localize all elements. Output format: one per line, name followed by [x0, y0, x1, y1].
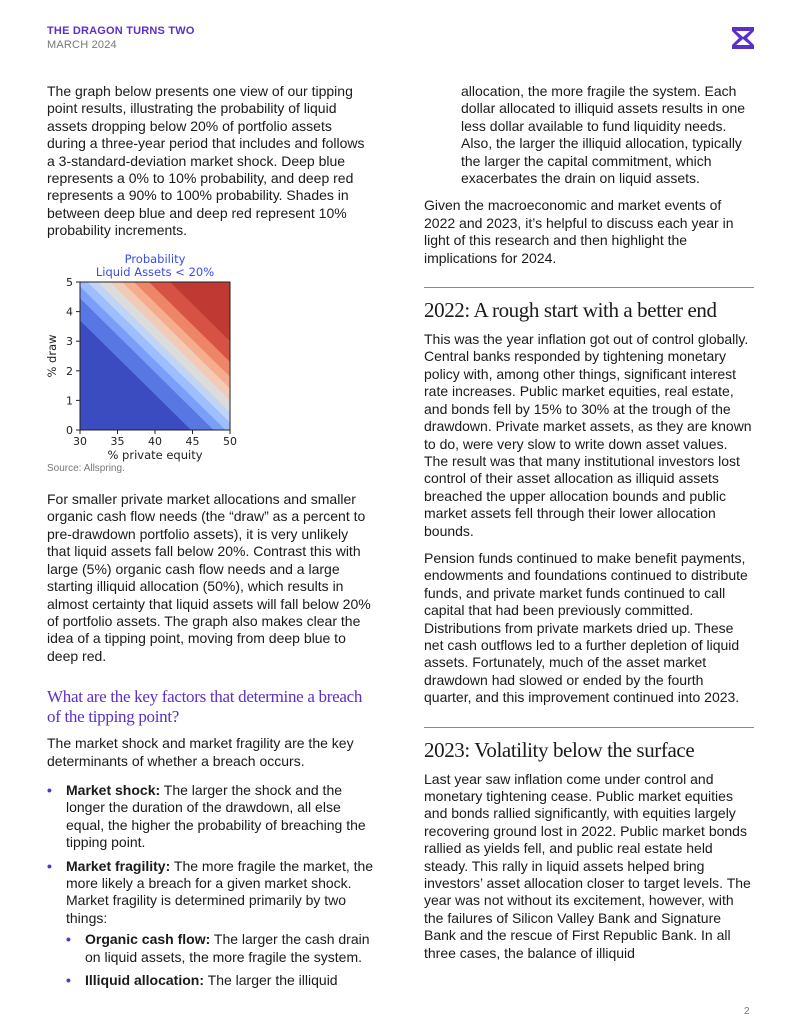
x-tick-label: 30	[73, 434, 87, 448]
y-ticks	[66, 276, 80, 437]
key-factor-list	[47, 782, 374, 989]
list-item	[66, 931, 374, 966]
x-axis-label: % private equity	[107, 447, 203, 462]
y-tick-label: 4	[66, 305, 73, 319]
bullet-text: The larger the cash drain on liquid assets, the more fragile the system.	[85, 931, 370, 965]
bullet-term: Market fragility:	[66, 857, 171, 874]
brand-logo-icon	[732, 27, 754, 49]
probability-heatmap	[47, 250, 247, 460]
section-divider	[424, 727, 754, 728]
bullet-term: Illiquid allocation:	[85, 972, 204, 988]
heatmap-svg	[47, 250, 247, 460]
y-tick-label: 1	[66, 394, 73, 408]
page-number: 2	[744, 1006, 750, 1017]
bullet-text: The larger the shock and the longer the duration of the drawdown, all else equal, the higher the probability of breaching the tipping point.	[66, 781, 366, 851]
bullet-term: Organic cash flow:	[85, 931, 211, 948]
y-tick-label: 2	[66, 364, 73, 378]
y-tick-label: 0	[66, 423, 73, 437]
sub-list	[66, 931, 374, 989]
x-tick-label: 35	[110, 434, 125, 448]
subheading-key-factors: What are the key factors that determine a breach of the tipping point?	[47, 687, 363, 727]
right-column	[424, 83, 754, 972]
report-title: THE DRAGON TURNS TWO	[47, 25, 195, 37]
bullet-term: Market shock:	[66, 781, 161, 798]
chart-title-line-1: Probability	[124, 251, 186, 266]
y-axis-label: % draw	[45, 334, 59, 378]
bullet-icon: •	[47, 781, 52, 798]
heatmap-bands	[80, 282, 230, 430]
chart-title-line-2: Liquid Assets < 20%	[95, 264, 215, 279]
chart-source: Source: Allspring.	[47, 462, 125, 474]
section-title-2023: 2023: Volatility below the surface	[424, 737, 695, 762]
intro-paragraph: The graph below presents one view of our tipping point results, illustrating the probability of liquid assets dropping below 20% of portfolio assets during a three-year period that includes and follows a 3-standard-deviation market shock. Deep blue represents a 0% to 10% probability, and deep red represents a 90% to 100% probability. Shades in between deep blue and deep red represent 10% probability increments.	[47, 83, 365, 239]
section-divider	[424, 287, 754, 288]
x-ticks	[73, 430, 237, 448]
bullet-text: The larger the illiquid	[204, 972, 338, 988]
x-tick-label: 45	[185, 434, 200, 448]
context-paragraph: Given the macroeconomic and market events of 2022 and 2023, it’s helpful to discuss each year in light of this research and then highlight the implications for 2024.	[424, 197, 734, 266]
paragraph-2022-2: Pension funds continued to make benefit payments, endowments and foundations continued to distribute funds, and private market funds continued to call capital that had been previously committed. Distributions from private markets dried up. These net cash outflows led to a further depletion of liquid assets. Fortunately, much of the asset market drawdown had slowed or ended by the fourth quarter, and this improvement continued into 2023.	[424, 549, 748, 706]
list-item	[47, 858, 374, 990]
x-tick-label: 40	[148, 434, 162, 448]
paragraph-2022-1: This was the year inflation got out of control globally. Central banks responded by tightening monetary policy with, among other things, significant interest rate increases. Public market equities, real estate, and bonds fell by 15% to 30% at the trough of the drawdown. Private market assets, as they are known to do, were very slow to write down asset values. The result was that many institutional investors lost control of their asset allocation as illiquid assets breached the upper allocation bounds and public market assets fell through their lower allocation bounds.	[424, 331, 752, 539]
report-date: MARCH 2024	[47, 39, 117, 51]
bullet-icon: •	[66, 972, 71, 988]
left-column	[47, 83, 374, 995]
determinants-paragraph: The market shock and market fragility are the key determinants of whether a breach occurs.	[47, 735, 354, 769]
continued-bullet-text: allocation, the more fragile the system. Each dollar allocated to illiquid assets results in one less dollar available to fund liquidity needs. Also, the larger the illiquid allocation, typically the larger the capital commitment, which exacerbates the drain on liquid assets.	[461, 83, 746, 187]
list-item	[66, 972, 374, 989]
section-title-2022: 2022: A rough start with a better end	[424, 298, 717, 323]
analysis-paragraph: For smaller private market allocations and smaller organic cash flow needs (the “draw” as a percent to pre-drawdown portfolio assets), it is very unlikely that liquid assets fall below 20%. Contrast this with large (5%) organic cash flow needs and a large starting illiquid allocation (50%), which results in almost certainty that liquid assets will fall below 20% of portfolio assets. The graph also makes clear the idea of a tipping point, moving from deep blue to deep red.	[47, 491, 371, 664]
x-tick-label: 50	[223, 434, 237, 448]
bullet-text: The more fragile the market, the more likely a breach for a given market shock. Market fragility is determined primarily by two things:	[66, 857, 374, 926]
y-tick-label: 3	[66, 334, 73, 348]
paragraph-2023-1: Last year saw inflation come under control and monetary tightening cease. Public market equities and bonds rallied significantly, with equities largely recovering ground lost in 2022. Public market bonds rallied as yields fell, and public real estate held steady. This rally in liquid assets helped bring investors’ asset allocation closer to target levels. The year was not without its excitement, however, with the failures of Silicon Valley Bank and Signature Bank and the rescue of First Republic Bank. In all three cases, the balance of illiquid	[424, 770, 751, 961]
bullet-icon: •	[66, 931, 71, 948]
bullet-icon: •	[47, 857, 52, 874]
y-tick-label: 5	[66, 275, 73, 289]
list-item	[47, 782, 374, 852]
